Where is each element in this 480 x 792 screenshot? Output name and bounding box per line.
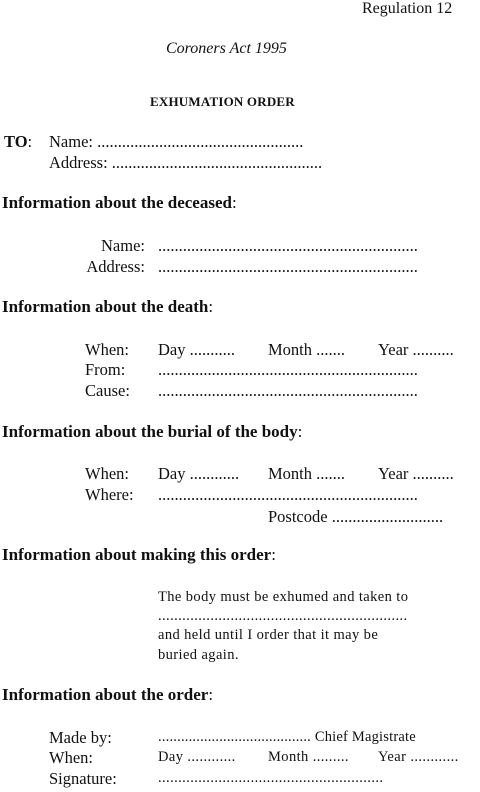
- to-label-text: TO: [4, 132, 28, 151]
- deceased-name-field: ...............................................................: [158, 236, 418, 255]
- burial-where-label: Where:: [85, 485, 134, 504]
- burial-postcode-field: Postcode ...........................: [268, 507, 444, 526]
- burial-year-field: Year ..........: [378, 464, 454, 483]
- to-label-colon: :: [27, 132, 33, 151]
- order-made-by-label: Made by:: [49, 728, 112, 747]
- making-heading-colon: :: [271, 545, 276, 564]
- order-heading-colon: :: [208, 685, 214, 704]
- making-line-2: ..............................................................: [158, 608, 408, 624]
- order-when-label: When:: [49, 748, 93, 767]
- deceased-address-field: ...............................................................: [158, 257, 418, 276]
- form-title: EXHUMATION ORDER: [150, 94, 295, 109]
- making-line-4: buried again.: [158, 647, 239, 663]
- death-from-field: ...............................................................: [158, 360, 418, 379]
- burial-day-field: Day ............: [158, 464, 240, 483]
- to-address-field: Address: ...................................................: [49, 153, 323, 172]
- burial-where-field: ...............................................................: [158, 485, 418, 504]
- act-title: Coroners Act 1995: [166, 40, 287, 57]
- deceased-name-label: Name:: [101, 236, 145, 255]
- deceased-heading-text: Information about the deceased: [2, 193, 232, 212]
- deceased-heading: [2, 193, 237, 213]
- burial-month-field: Month .......: [268, 464, 346, 483]
- order-made-by-field: ........................................ Chief Magistrate: [158, 729, 416, 745]
- burial-when-label: When:: [85, 464, 129, 483]
- burial-heading-text: Information about the burial of the body: [2, 422, 298, 441]
- deceased-address-label: Address:: [86, 257, 145, 276]
- to-label: [4, 132, 32, 152]
- death-heading-colon: :: [208, 297, 214, 316]
- death-year-field: Year ..........: [378, 340, 454, 359]
- deceased-heading-colon: :: [231, 193, 237, 212]
- regulation-number: Regulation 12: [362, 0, 453, 17]
- burial-heading-colon: :: [297, 422, 303, 441]
- order-heading-text: Information about the order: [2, 685, 209, 704]
- making-line-3: and held until I order that it may be: [158, 627, 379, 643]
- death-heading: [2, 297, 213, 317]
- order-signature-label: Signature:: [49, 769, 117, 788]
- order-day-field: Day ............: [158, 749, 236, 765]
- order-signature-field: ........................................................: [158, 770, 384, 786]
- order-month-field: Month .........: [268, 749, 349, 765]
- order-year-field: Year ............: [378, 749, 459, 765]
- death-month-field: Month .......: [268, 340, 346, 359]
- death-cause-label: Cause:: [85, 381, 130, 400]
- burial-heading: [2, 422, 302, 442]
- death-day-field: Day ...........: [158, 340, 235, 359]
- making-line-1: The body must be exhumed and taken to: [158, 589, 409, 605]
- death-cause-field: ...............................................................: [158, 381, 418, 400]
- death-when-label: When:: [85, 340, 129, 359]
- making-heading-text: Information about making this order: [2, 545, 272, 564]
- to-name-field: Name: ..................................................: [49, 132, 304, 151]
- order-heading: [2, 685, 213, 705]
- making-heading: [2, 545, 276, 565]
- death-heading-text: Information about the death: [2, 297, 209, 316]
- death-from-label: From:: [85, 360, 126, 379]
